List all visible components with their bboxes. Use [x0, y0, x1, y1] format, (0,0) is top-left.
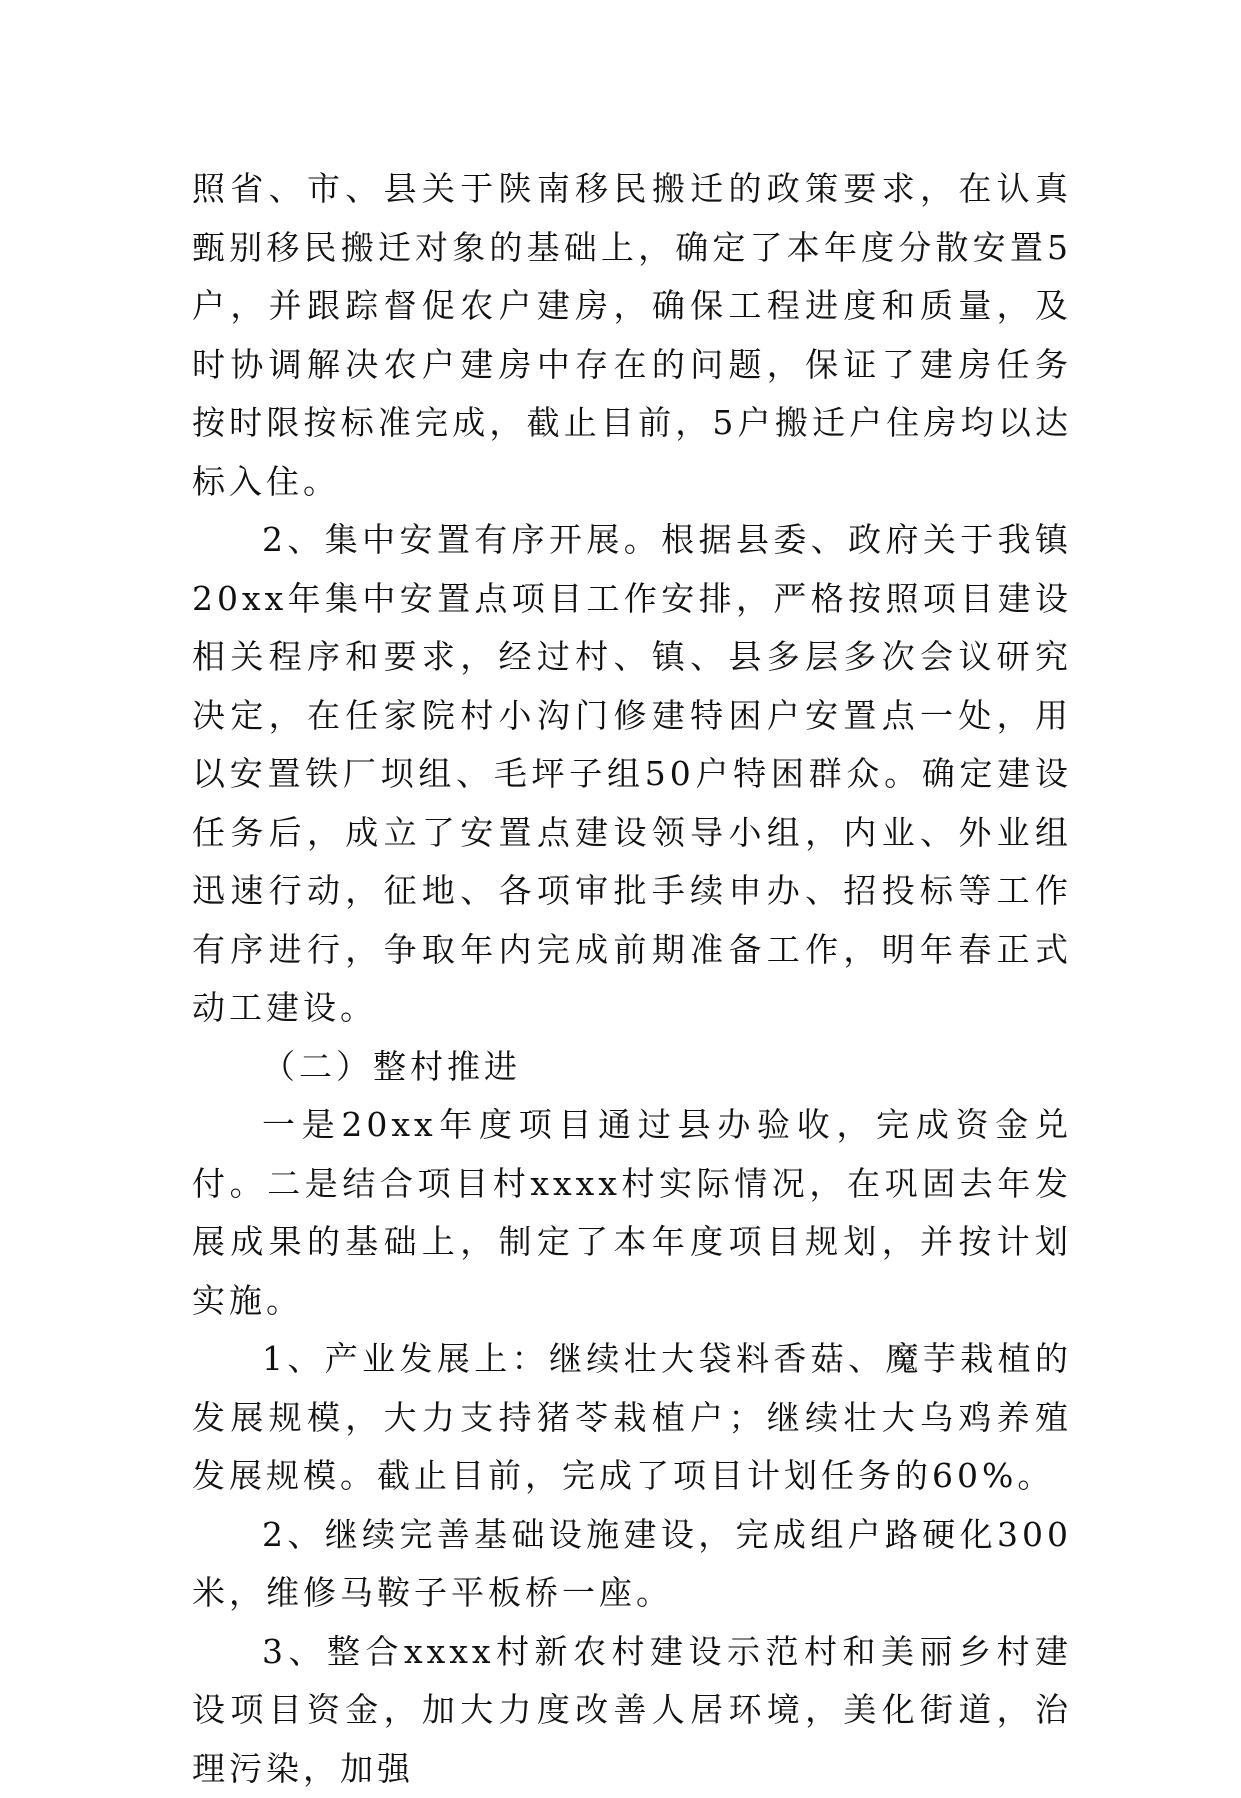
document-body	[192, 160, 1072, 1798]
paragraph-integration-funds: 3、整合xxxx村新农村建设示范村和美丽乡村建设项目资金，加大力度改善人居环境，美化街道，治理污染，加强	[192, 1623, 1072, 1798]
section-heading-whole-village: （二）整村推进	[192, 1038, 1072, 1097]
paragraph-relocation-scattered: 照省、市、县关于陕南移民搬迁的政策要求，在认真甄别移民搬迁对象的基础上，确定了本年度分散安置5户，并跟踪督促农户建房，确保工程进度和质量，及时协调解决农户建房中存在的问题，保证了建房任务按时限按标准完成，截止目前，5户搬迁户住房均以达标入住。	[192, 160, 1072, 511]
paragraph-industry-development: 1、产业发展上：继续壮大袋料香菇、魔芋栽植的发展规模，大力支持猪苓栽植户；继续壮大乌鸡养殖发展规模。截止目前，完成了项目计划任务的60%。	[192, 1330, 1072, 1506]
paragraph-infrastructure: 2、继续完善基础设施建设，完成组户路硬化300米，维修马鞍子平板桥一座。	[192, 1506, 1072, 1623]
paragraph-centralized-resettlement: 2、集中安置有序开展。根据县委、政府关于我镇20xx年集中安置点项目工作安排，严格按照项目建设相关程序和要求，经过村、镇、县多层多次会议研究决定，在任家院村小沟门修建特困户安置点一处，用以安置铁厂坝组、毛坪子组50户特困群众。确定建设任务后，成立了安置点建设领导小组，内业、外业组迅速行动，征地、各项审批手续申办、招投标等工作有序进行，争取年内完成前期准备工作，明年春正式动工建设。	[192, 511, 1072, 1038]
paragraph-project-acceptance: 一是20xx年度项目通过县办验收，完成资金兑付。二是结合项目村xxxx村实际情况，在巩固去年发展成果的基础上，制定了本年度项目规划，并按计划实施。	[192, 1096, 1072, 1330]
